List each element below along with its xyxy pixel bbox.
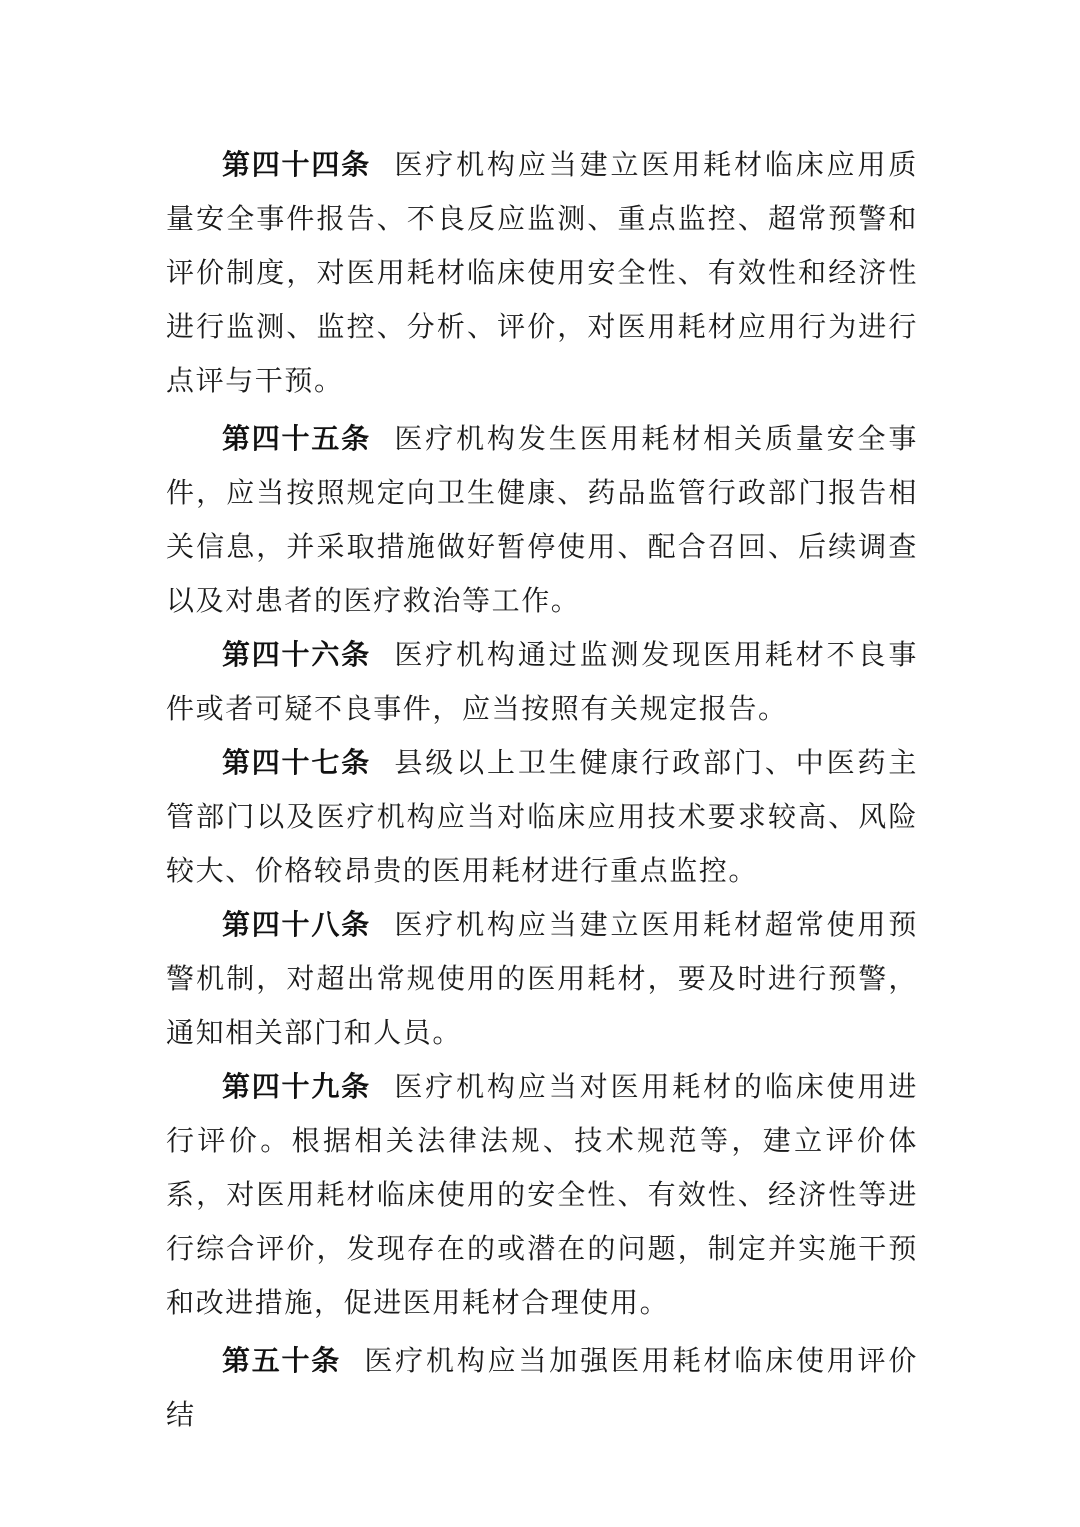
article-text: 县级以上卫生健康行政部门、中医药主管部门以及医疗机构应当对临床应用技术要求较高、风险较大、价格较昂贵的医用耗材进行重点监控。	[166, 746, 918, 887]
article-text: 医疗机构应当对医用耗材的临床使用进行评价。根据相关法律法规、技术规范等，建立评价体系，对医用耗材临床使用的安全性、有效性、经济性等进行综合评价，发现存在的或潜在的问题，制定并实施干预和改进措施，促进医用耗材合理使用。	[166, 1070, 918, 1319]
article-46	[166, 628, 918, 736]
article-text: 医疗机构发生医用耗材相关质量安全事件，应当按照规定向卫生健康、药品监管行政部门报告相关信息，并采取措施做好暂停使用、配合召回、后续调查以及对患者的医疗救治等工作。	[166, 422, 918, 617]
article-text: 医疗机构应当加强医用耗材临床使用评价结	[166, 1344, 918, 1431]
article-45	[166, 412, 918, 628]
article-47	[166, 736, 918, 898]
article-49	[166, 1060, 918, 1330]
article-number: 第四十六条	[222, 638, 371, 671]
article-number: 第四十四条	[222, 148, 371, 181]
article-number: 第五十条	[222, 1344, 341, 1377]
article-number: 第四十九条	[222, 1070, 371, 1103]
article-text: 医疗机构应当建立医用耗材临床应用质量安全事件报告、不良反应监测、重点监控、超常预警和评价制度，对医用耗材临床使用安全性、有效性和经济性进行监测、监控、分析、评价，对医用耗材应用行为进行点评与干预。	[166, 148, 918, 397]
article-number: 第四十五条	[222, 422, 371, 455]
article-number: 第四十七条	[222, 746, 371, 779]
article-text: 医疗机构应当建立医用耗材超常使用预警机制，对超出常规使用的医用耗材，要及时进行预警，通知相关部门和人员。	[166, 908, 918, 1049]
article-50	[166, 1334, 918, 1442]
article-48	[166, 898, 918, 1060]
article-number: 第四十八条	[222, 908, 371, 941]
article-44	[166, 138, 918, 408]
article-text: 医疗机构通过监测发现医用耗材不良事件或者可疑不良事件，应当按照有关规定报告。	[166, 638, 918, 725]
